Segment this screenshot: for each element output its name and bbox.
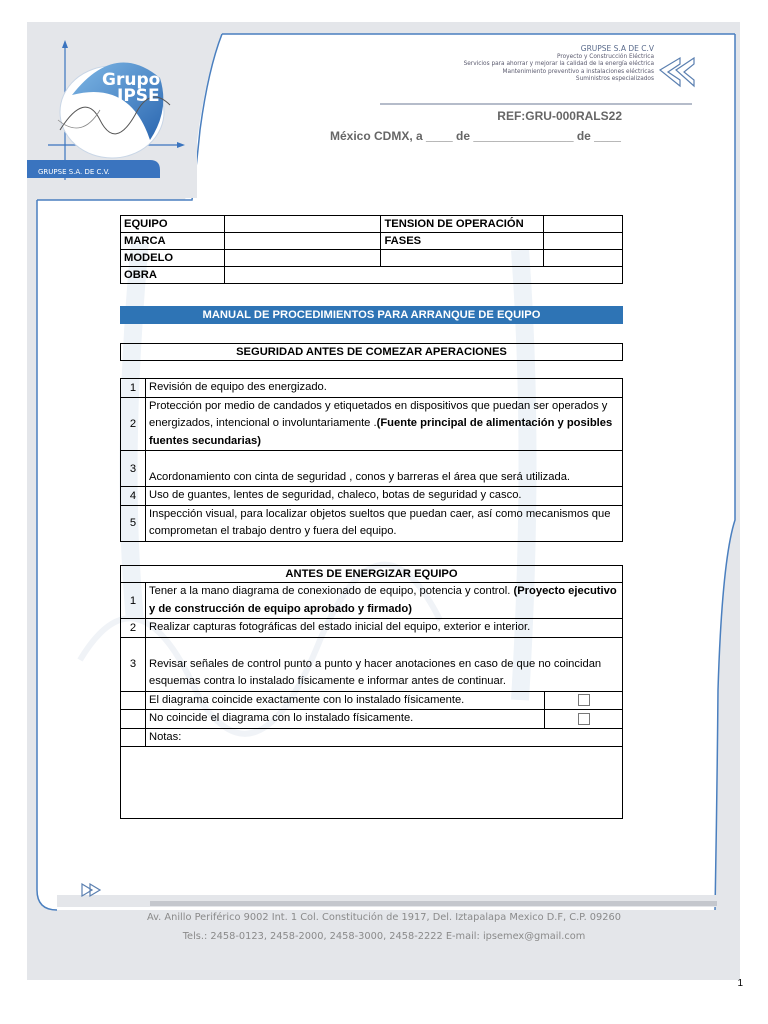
notas-label: Notas:	[146, 728, 623, 747]
page-number: 1	[737, 978, 743, 989]
item-text	[146, 583, 623, 619]
equipment-info-table	[120, 215, 623, 284]
table-row	[121, 397, 623, 451]
item-text-bold: (Fuente principal de alimentación y posibles fuentes secundarias)	[149, 417, 613, 447]
table-row	[121, 379, 623, 398]
table-row	[121, 728, 623, 747]
logo-grupo-text: Grupo	[102, 70, 161, 90]
footer-contact: Tels.: 2458-0123, 2458-2000, 2458-3000, 2458-2222 E-mail: ipsemex@gmail.com	[182, 931, 586, 942]
energizar-table	[120, 565, 623, 819]
item-text: Inspección visual, para localizar objetos sueltos que puedan caer, así como mecanismos que comprometan el trabajo dentro y fuera del equipo.	[146, 505, 623, 541]
seguridad-section-title: SEGURIDAD ANTES DE COMEZAR APERACIONES	[120, 343, 623, 361]
checkbox-cell	[545, 691, 623, 710]
table-row	[121, 747, 623, 819]
table-row	[121, 216, 623, 233]
fases-label: FASES	[381, 233, 544, 250]
item-text-bold: (Proyecto ejecutivo y de construcción de equipo aprobado y firmado)	[149, 585, 617, 615]
table-row	[121, 487, 623, 506]
empty-cell	[121, 710, 146, 729]
service-line: Mantenimiento preventivo a instalaciones eléctricas	[502, 68, 654, 75]
date-line: México CDMX, a ____ de _______________ de ____	[330, 129, 621, 143]
modelo-label: MODELO	[121, 250, 225, 267]
footer-address: Av. Anillo Periférico 9002 Int. 1 Col. Constitución de 1917, Del. Iztapalapa Mexico D.F, C.P. 09260	[147, 912, 621, 923]
company-header	[464, 44, 654, 84]
item-text: Revisar señales de control punto a punto y hacer anotaciones en caso de que no coincidan esquemas contra lo instalado físicamente e informar antes de continuar.	[146, 637, 623, 691]
manual-title: MANUAL DE PROCEDIMIENTOS PARA ARRANQUE DE EQUIPO	[120, 306, 623, 324]
table-row	[121, 619, 623, 638]
no-coincide-checkbox[interactable]	[578, 713, 590, 725]
item-number: 2	[121, 397, 146, 451]
table-row	[121, 637, 623, 691]
item-number: 1	[121, 583, 146, 619]
item-text-regular: Protección por medio de candados y etiquetados en dispositivos que puedan ser operados y energizados, intencional o involuntariamente .	[149, 399, 608, 429]
item-number: 4	[121, 487, 146, 506]
fases-value[interactable]	[544, 233, 623, 250]
table-row	[121, 505, 623, 541]
obra-value[interactable]	[224, 267, 622, 284]
table-row	[121, 691, 623, 710]
marca-value[interactable]	[224, 233, 381, 250]
item-text: Acordonamiento con cinta de seguridad , conos y barreras el área que será utilizada.	[146, 451, 623, 487]
equipo-value[interactable]	[224, 216, 381, 233]
table-row	[121, 233, 623, 250]
tension-label: TENSION DE OPERACIÓN	[381, 216, 544, 233]
item-text	[146, 397, 623, 451]
check-label-coincide: El diagrama coincide exactamente con lo instalado físicamente.	[146, 691, 545, 710]
empty-cell	[544, 250, 623, 267]
energizar-section-title: ANTES DE ENERGIZAR EQUIPO	[121, 566, 623, 583]
obra-label: OBRA	[121, 267, 225, 284]
seguridad-table	[120, 378, 623, 542]
marca-label: MARCA	[121, 233, 225, 250]
service-line: Suministros especializados	[575, 76, 654, 83]
table-row	[121, 583, 623, 619]
notas-field[interactable]	[121, 747, 623, 819]
item-text: Revisión de equipo des energizado.	[146, 379, 623, 398]
modelo-value[interactable]	[224, 250, 381, 267]
item-text-regular: Tener a la mano diagrama de conexionado de equipo, potencia y control.	[149, 585, 514, 597]
empty-cell	[121, 728, 146, 747]
coincide-checkbox[interactable]	[578, 694, 590, 706]
item-number: 2	[121, 619, 146, 638]
item-number: 3	[121, 451, 146, 487]
equipo-label: EQUIPO	[121, 216, 225, 233]
company-name: GRUPSE S.A DE C.V	[580, 44, 654, 53]
item-number: 1	[121, 379, 146, 398]
table-row	[121, 566, 623, 583]
checkbox-cell	[545, 710, 623, 729]
item-number: 5	[121, 505, 146, 541]
tension-value[interactable]	[544, 216, 623, 233]
table-row	[121, 710, 623, 729]
reference-code: REF:GRU-000RALS22	[497, 109, 622, 123]
logo-ipse-text: IPSE	[117, 86, 160, 106]
logo-footer-text: GRUPSE S.A. DE C.V.	[38, 168, 110, 176]
item-text: Uso de guantes, lentes de seguridad, chaleco, botas de seguridad y casco.	[146, 487, 623, 506]
service-line: Servicios para ahorrar y mejorar la calidad de la energía eléctrica	[463, 61, 654, 68]
service-line: Proyecto y Construcción Eléctrica	[556, 53, 654, 60]
empty-cell	[121, 691, 146, 710]
table-row	[121, 267, 623, 284]
item-text: Realizar capturas fotográficas del estado inicial del equipo, exterior e interior.	[146, 619, 623, 638]
empty-cell	[381, 250, 544, 267]
check-label-no-coincide: No coincide el diagrama con lo instalado físicamente.	[146, 710, 545, 729]
table-row	[121, 250, 623, 267]
item-number: 3	[121, 637, 146, 691]
table-row	[121, 451, 623, 487]
